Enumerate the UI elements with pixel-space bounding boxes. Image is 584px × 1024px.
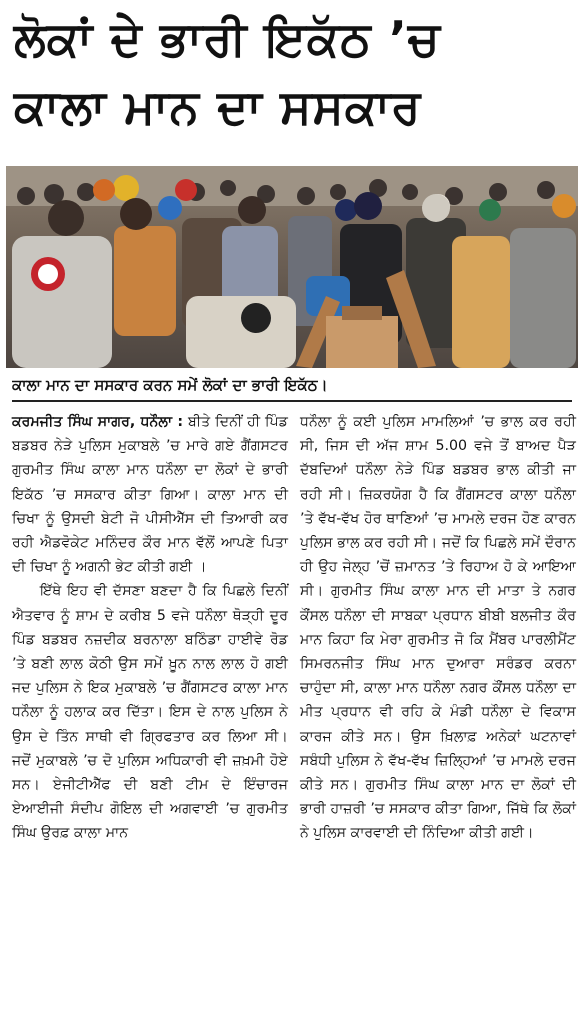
headline — [0, 0, 584, 152]
headline-line-2: ਕਾਲਾ ਮਾਨ ਦਾ ਸਸਕਾਰ — [14, 80, 422, 135]
photo-caption: ਕਾਲਾ ਮਾਨ ਦਾ ਸਸਕਾਰ ਕਰਨ ਸਮੇਂ ਲੋਕਾਂ ਦਾ ਭਾਰੀ ਇਕੱਠ। — [12, 376, 572, 402]
news-photo — [6, 166, 578, 368]
byline: ਕਰਮਜੀਤ ਸਿੰਘ ਸਾਗਰ, ਧਨੌਲਾ : — [12, 414, 184, 430]
headline-line-1: ਲੋਕਾਂ ਦੇ ਭਾਰੀ ਇਕੱਠ ’ਚ — [14, 12, 441, 67]
crowd-photo-illustration — [6, 166, 578, 368]
article-column-2 — [300, 410, 576, 846]
article-column-1 — [12, 410, 288, 846]
paragraph-3: ਧਨੌਲਾ ਨੂੰ ਕਈ ਪੁਲਿਸ ਮਾਮਲਿਆਂ ’ਚ ਭਾਲ ਕਰ ਰਹੀ ਸੀ, ਜਿਸ ਦੀ ਅੱਜ ਸ਼ਾਮ 5.00 ਵਜੇ ਤੋਂ ਬਾਅਦ ਪੈੜ ਦੱਬਦਿਆਂ ਧਨੌਲਾ ਨੇੜੇ ਪਿੰਡ ਬਡਬਰ ਭਾਲ ਕੀਤੀ ਜਾ ਰਹੀ ਸੀ। ਜ਼ਿਕਰਯੋਗ ਹੈ ਕਿ ਗੈਂਗਸਟਰ ਕਾਲਾ ਧਨੌਲਾ ’ਤੇ ਵੱਖ-ਵੱਖ ਹੋਰ ਥਾਣਿਆਂ ’ਚ ਮਾਮਲੇ ਦਰਜ ਹੋਣ ਕਾਰਨ ਪੁਲਿਸ ਭਾਲ ਕਰ ਰਹੀ ਸੀ। ਜਦੋਂ ਕਿ ਪਿਛਲੇ ਸਮੇਂ ਦੌਰਾਨ ਹੀ ਉਹ ਜੇਲ੍ਹ ’ਚੋਂ ਜ਼ਮਾਨਤ ’ਤੇ ਰਿਹਾਅ ਹੋ ਕੇ ਆਇਆ ਸੀ। ਗੁਰਮੀਤ ਸਿੰਘ ਕਾਲਾ ਮਾਨ ਦੀ ਮਾਤਾ ਤੇ ਨਗਰ ਕੌਂਸਲ ਧਨੌਲਾ ਦੀ ਸਾਬਕਾ ਪ੍ਰਧਾਨ ਬੀਬੀ ਬਲਜੀਤ ਕੌਰ ਮਾਨ ਕਿਹਾ ਕਿ ਮੇਰਾ ਗੁਰਮੀਤ ਜੋ ਕਿ ਮੈਂਬਰ ਪਾਰਲੀਮੈਂਟ ਸਿਮਰਨਜੀਤ ਸਿੰਘ ਮਾਨ ਦੁਆਰਾ ਸਰੰਡਰ ਕਰਨਾ ਚਾਹੁੰਦਾ ਸੀ, ਕਾਲਾ ਮਾਨ ਧਨੌਲਾ ਨਗਰ ਕੌਂਸਲ ਧਨੌਲਾ ਦਾ ਮੀਤ ਪ੍ਰਧਾਨ ਵੀ ਰਹਿ ਕੇ ਮੰਡੀ ਧਨੌਲਾ ਦੇ ਵਿਕਾਸ ਕਾਰਜ ਕੀਤੇ ਸਨ। ਉਸ ਖ਼ਿਲਾਫ਼ ਅਨੇਕਾਂ ਘਟਨਾਵਾਂ ਸਬੰਧੀ ਪੁਲਿਸ ਨੇ ਵੱਖ-ਵੱਖ ਜ਼ਿਲ੍ਹਿਆਂ ’ਚ ਮਾਮਲੇ ਦਰਜ ਕੀਤੇ ਸਨ। ਗੁਰਮੀਤ ਸਿੰਘ ਕਾਲਾ ਮਾਨ ਦਾ ਲੋਕਾਂ ਦੀ ਭਾਰੀ ਹਾਜ਼ਰੀ ’ਚ ਸਸਕਾਰ ਕੀਤਾ ਗਿਆ, ਜਿੱਥੇ ਕਿ ਲੋਕਾਂ ਨੇ ਪੁਲਿਸ ਕਾਰਵਾਈ ਦੀ ਨਿੰਦਿਆ ਕੀਤੀ ਗਈ। — [300, 414, 576, 842]
paragraph-2: ਇੱਥੇ ਇਹ ਵੀ ਦੱਸਣਾ ਬਣਦਾ ਹੈ ਕਿ ਪਿਛਲੇ ਦਿਨੀਂ ਐਤਵਾਰ ਨੂੰ ਸ਼ਾਮ ਦੇ ਕਰੀਬ 5 ਵਜੇ ਧਨੌਲਾ ਥੋੜ੍ਹੀ ਦੂਰ ਪਿੰਡ ਬਡਬਰ ਨਜ਼ਦੀਕ ਬਰਨਾਲਾ ਬਠਿੰਡਾ ਹਾਈਵੇ ਰੋਡ ’ਤੇ ਬਣੀ ਲਾਲ ਕੋਠੀ ਉਸ ਸਮੇਂ ਖ਼ੂਨ ਨਾਲ ਲਾਲ ਹੋ ਗਈ ਜਦ ਪੁਲਿਸ ਨੇ ਇਕ ਮੁਕਾਬਲੇ ’ਚ ਗੈਂਗਸਟਰ ਕਾਲਾ ਮਾਨ ਧਨੌਲਾ ਨੂੰ ਹਲਾਕ ਕਰ ਦਿੱਤਾ। ਇਸ ਦੇ ਨਾਲ ਪੁਲਿਸ ਨੇ ਉਸ ਦੇ ਤਿੰਨ ਸਾਥੀ ਵੀ ਗ੍ਰਿਫਤਾਰ ਕਰ ਲਿਆ ਸੀ। ਜਦੋਂ ਮੁਕਾਬਲੇ ’ਚ ਦੋ ਪੁਲਿਸ ਅਧਿਕਾਰੀ ਵੀ ਜ਼ਖ਼ਮੀ ਹੋਏ ਸਨ। ਏਜੀਟੀਐੱਫ ਦੀ ਬਣੀ ਟੀਮ ਦੇ ਇੰਚਾਰਜ ਏਆਈਜੀ ਸੰਦੀਪ ਗੋਇਲ ਦੀ ਅਗਵਾਈ ’ਚ ਗੁਰਮੀਤ ਸਿੰਘ ਉਰਫ਼ ਕਾਲਾ ਮਾਨ — [12, 583, 288, 842]
paragraph-1: ਬੀਤੇ ਦਿਨੀਂ ਹੀ ਪਿੰਡ ਬਡਬਰ ਨੇੜੇ ਪੁਲਿਸ ਮੁਕਾਬਲੇ ’ਚ ਮਾਰੇ ਗਏ ਗੈਂਗਸਟਰ ਗੁਰਮੀਤ ਸਿੰਘ ਕਾਲਾ ਮਾਨ ਧਨੌਲਾ ਦਾ ਲੋਕਾਂ ਦੇ ਭਾਰੀ ਇਕੱਠ ’ਚ ਸਸਕਾਰ ਕੀਤਾ ਗਿਆ। ਕਾਲਾ ਮਾਨ ਦੀ ਚਿਖਾ ਨੂੰ ਉਸਦੀ ਬੇਟੀ ਜੋ ਪੀਸੀਐੱਸ ਦੀ ਤਿਆਰੀ ਕਰ ਰਹੀ ਐਡਵੋਕੇਟ ਮਨਿੰਦਰ ਕੌਰ ਮਾਨ ਵੱਲੋਂ ਆਪਣੇ ਪਿਤਾ ਦੀ ਚਿਖਾ ਨੂੰ ਅਗਨੀ ਭੇਟ ਕੀਤੀ ਗਈ । — [12, 414, 288, 576]
article-body — [0, 402, 584, 846]
